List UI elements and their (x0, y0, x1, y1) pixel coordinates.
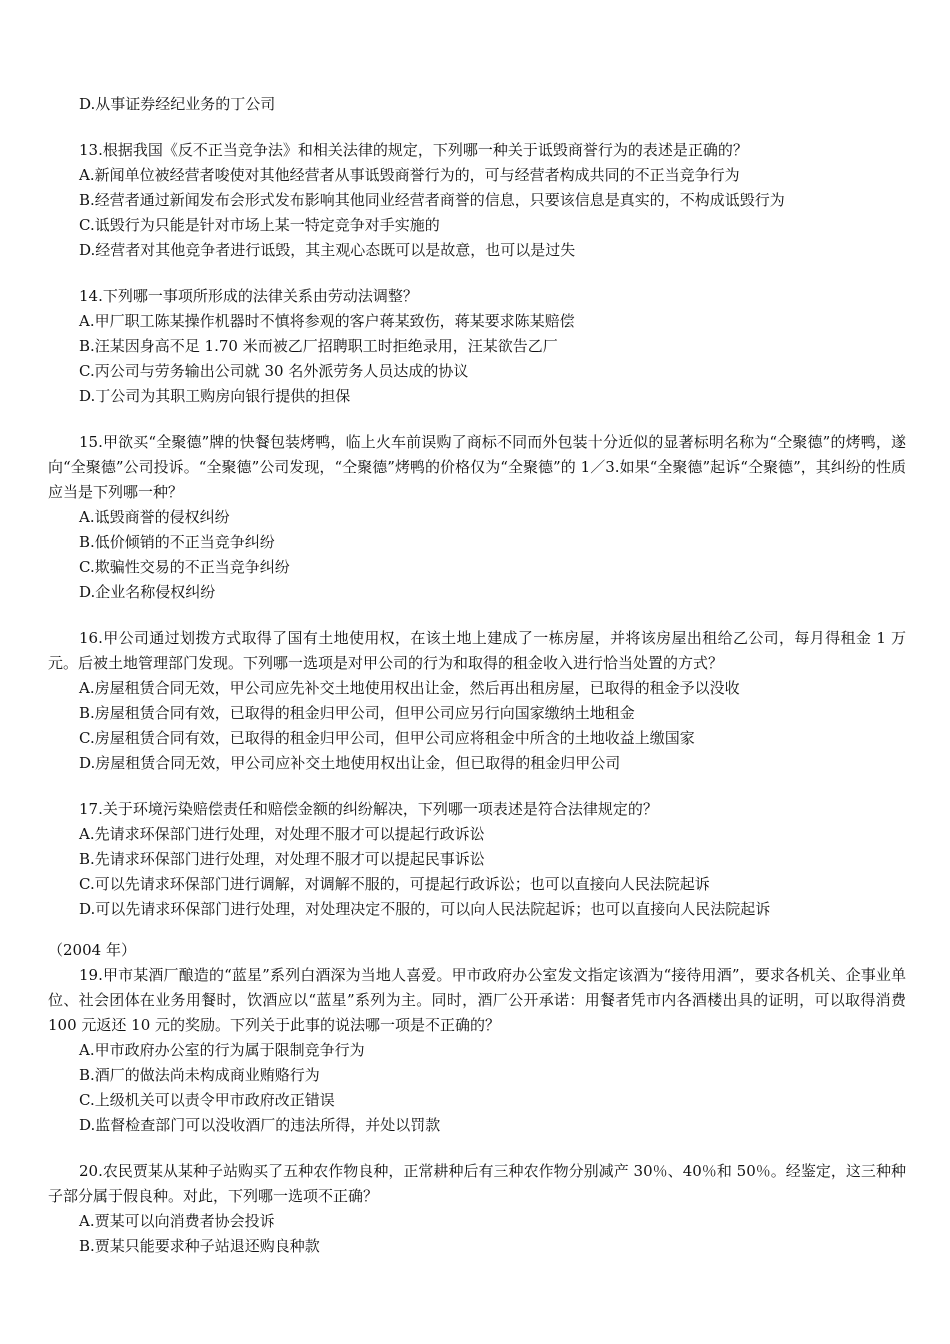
question-stem: 13.根据我国《反不正当竞争法》和相关法律的规定，下列哪一种关于诋毁商誉行为的表述是正确的？ (79, 141, 748, 159)
option-b: B.汪某因身高不足 1.70 米而被乙厂招聘职工时拒绝录用，汪某欲告乙厂 (79, 337, 558, 355)
question-stem: 20.农民贾某从某种子站购买了五种农作物良种，正常耕种后有三种农作物分别减产 30％、40％和 50％。经鉴定，这三种种子部分属于假良种。对此，下列哪一选项不正确？ (48, 1162, 906, 1205)
question-stem: 19.甲市某酒厂酿造的“蓝星”系列白酒深为当地人喜爱。甲市政府办公室发文指定该酒为“接待用酒”，要求各机关、企事业单位、社会团体在业务用餐时，饮酒应以“蓝星”系列为主。同时，酒厂公开承诺：用餐者凭市内各酒楼出具的证明，可以取得消费 100 元返还 10 元的奖励。下列关于此事的说法哪一项是不正确的？ (48, 966, 906, 1034)
option-b: B.先请求环保部门进行处理，对处理不服才可以提起民事诉讼 (79, 850, 485, 868)
question-15 (48, 430, 906, 605)
question-stem: 15.甲欲买“全聚德”牌的快餐包装烤鸭，临上火车前误购了商标不同而外包装十分近似的显著标明名称为“仝聚德”的烤鸭，遂向“全聚德”公司投诉。“全聚德”公司发现，“仝聚德”烤鸭的价格仅为“全聚德”的 1／3.如果“全聚德”起诉“仝聚德”，其纠纷的性质应当是下列哪一种？ (48, 433, 906, 501)
question-20 (48, 1159, 906, 1259)
option-d: D.丁公司为其职工购房向银行提供的担保 (79, 387, 351, 405)
option-c: C.丙公司与劳务输出公司就 30 名外派劳务人员达成的协议 (79, 362, 469, 380)
lead-option-d: D.从事证券经纪业务的丁公司 (79, 95, 276, 113)
option-d: D.经营者对其他竞争者进行诋毁，其主观心态既可以是故意，也可以是过失 (79, 241, 576, 259)
question-17 (48, 797, 906, 922)
option-d: D.房屋租赁合同无效，甲公司应补交土地使用权出让金，但已取得的租金归甲公司 (79, 754, 621, 772)
option-a: A.诋毁商誉的侵权纠纷 (79, 508, 230, 526)
option-b: B.低价倾销的不正当竞争纠纷 (79, 533, 275, 551)
option-d: D.企业名称侵权纠纷 (79, 583, 216, 601)
option-d: D.监督检查部门可以没收酒厂的违法所得，并处以罚款 (79, 1116, 441, 1134)
option-c: C.可以先请求环保部门进行调解，对调解不服的，可提起行政诉讼；也可以直接向人民法院起诉 (79, 875, 710, 893)
option-b: B.经营者通过新闻发布会形式发布影响其他同业经营者商誉的信息，只要该信息是真实的，不构成诋毁行为 (79, 191, 785, 209)
question-16 (48, 626, 906, 776)
year-heading: （2004 年） (48, 941, 136, 959)
question-stem: 17.关于环境污染赔偿责任和赔偿金额的纠纷解决，下列哪一项表述是符合法律规定的？ (79, 800, 658, 818)
question-19 (48, 963, 906, 1138)
option-a: A.房屋租赁合同无效，甲公司应先补交土地使用权出让金，然后再出租房屋，已取得的租金予以没收 (79, 679, 740, 697)
question-14 (48, 284, 906, 409)
option-a: A.甲市政府办公室的行为属于限制竞争行为 (79, 1041, 365, 1059)
option-c: C.上级机关可以责令甲市政府改正错误 (79, 1091, 335, 1109)
option-d: D.可以先请求环保部门进行处理，对处理决定不服的，可以向人民法院起诉；也可以直接向人民法院起诉 (79, 900, 771, 918)
option-c: C.诋毁行为只能是针对市场上某一特定竞争对手实施的 (79, 216, 440, 234)
option-b: B.酒厂的做法尚未构成商业贿赂行为 (79, 1066, 320, 1084)
option-a: A.甲厂职工陈某操作机器时不慎将参观的客户蒋某致伤，蒋某要求陈某赔偿 (79, 312, 575, 330)
option-c: C.房屋租赁合同有效，已取得的租金归甲公司，但甲公司应将租金中所含的土地收益上缴国家 (79, 729, 695, 747)
question-13 (48, 138, 906, 263)
option-a: A.新闻单位被经营者唆使对其他经营者从事诋毁商誉行为的，可与经营者构成共同的不正当竞争行为 (79, 166, 740, 184)
option-b: B.贾某只能要求种子站退还购良种款 (79, 1237, 320, 1255)
option-a: A.贾某可以向消费者协会投诉 (79, 1212, 275, 1230)
option-b: B.房屋租赁合同有效，已取得的租金归甲公司，但甲公司应另行向国家缴纳土地租金 (79, 704, 635, 722)
option-c: C.欺骗性交易的不正当竞争纠纷 (79, 558, 290, 576)
option-a: A.先请求环保部门进行处理，对处理不服才可以提起行政诉讼 (79, 825, 485, 843)
question-stem: 14.下列哪一事项所形成的法律关系由劳动法调整？ (79, 287, 418, 305)
question-stem: 16.甲公司通过划拨方式取得了国有土地使用权，在该土地上建成了一栋房屋，并将该房屋出租给乙公司，每月得租金 1 万元。后被土地管理部门发现。下列哪一选项是对甲公司的行为和取得的租金收入进行恰当处置的方式？ (48, 629, 906, 672)
